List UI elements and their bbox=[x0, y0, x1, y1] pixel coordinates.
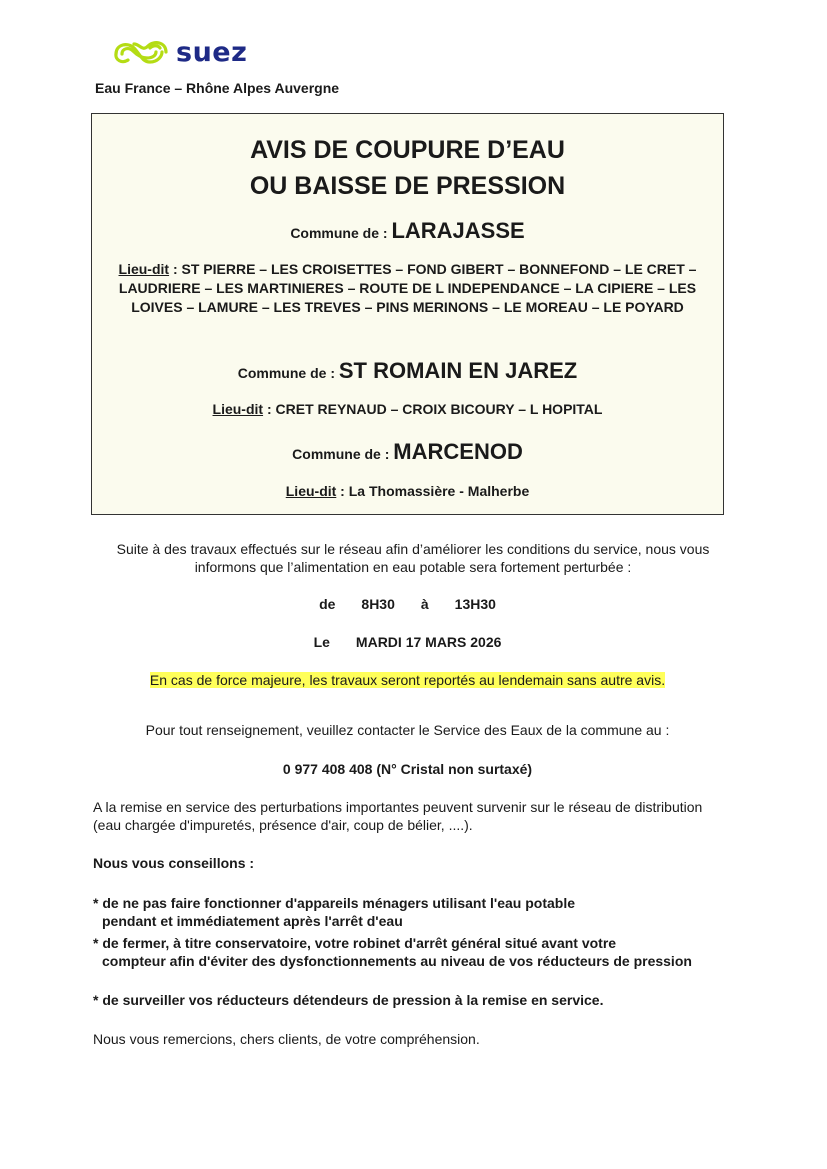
force-majeure-notice bbox=[91, 671, 724, 689]
advice-item bbox=[93, 991, 723, 1009]
commune-label: Commune de : bbox=[237, 365, 339, 381]
lieu-dit bbox=[92, 400, 723, 419]
commune-name: LARAJASSE bbox=[391, 218, 525, 243]
highlighted-text: En cas de force majeure, les travaux seront reportés au lendemain sans autre avis. bbox=[149, 672, 666, 688]
advice-heading: Nous vous conseillons : bbox=[93, 855, 255, 871]
lieu-dit-label: Lieu-dit bbox=[212, 401, 264, 417]
lieu-dit-text: : CRET REYNAUD – CROIX BICOURY – L HOPITAL bbox=[263, 401, 603, 417]
hours-from-label: de bbox=[319, 596, 336, 612]
commune-heading bbox=[92, 218, 723, 244]
commune-heading bbox=[92, 358, 723, 384]
lieu-dit-text: : La Thomassière - Malherbe bbox=[336, 483, 530, 499]
lieu-dit-text: : ST PIERRE – LES CROISETTES – FOND GIBERT – BONNEFOND – LE CRET –LAUDRIERE – LES MARTINIERES – ROUTE DE L INDEPENDANCE – LA CIPIERE – LES LOIVES – LAMURE – LES TREVES – PINS MERINONS – LE MOREAU – LE POYARD bbox=[118, 261, 697, 315]
logo-wordmark: suez bbox=[176, 37, 248, 68]
date-label: Le bbox=[313, 634, 330, 650]
notice-title-line1: AVIS DE COUPURE D’EAU bbox=[250, 136, 565, 164]
date-value: MARDI 17 MARS 2026 bbox=[355, 634, 502, 650]
commune-heading bbox=[92, 439, 723, 465]
hours-to-label: à bbox=[420, 596, 429, 612]
phone-number: 0 977 408 408 (N° Cristal non surtaxé) bbox=[282, 761, 533, 777]
advice-item-continuation: compteur afin d'éviter des dysfonctionnements au niveau de vos réducteurs de pression bbox=[102, 953, 692, 969]
region-label: Eau France – Rhône Alpes Auvergne bbox=[95, 80, 340, 96]
commune-label: Commune de : bbox=[290, 225, 392, 241]
intro-paragraph: Suite à des travaux effectués sur le réseau afin d’améliorer les conditions du service, nous vous informons que l’alimentation en eau potable sera fortement perturbée : bbox=[116, 541, 710, 575]
lieu-dit bbox=[92, 260, 723, 317]
commune-label: Commune de : bbox=[292, 446, 394, 462]
suez-swirl-icon bbox=[112, 38, 170, 68]
thanks-line: Nous vous remercions, chers clients, de votre compréhension. bbox=[93, 1031, 480, 1047]
hours-end: 13H30 bbox=[454, 596, 496, 612]
date-line bbox=[91, 633, 724, 651]
contact-line: Pour tout renseignement, veuillez contacter le Service des Eaux de la commune au : bbox=[145, 722, 670, 738]
hours-start: 8H30 bbox=[361, 596, 395, 612]
commune-name: ST ROMAIN EN JAREZ bbox=[338, 358, 578, 383]
hours-line bbox=[91, 595, 724, 613]
advice-item bbox=[93, 894, 723, 930]
advice-item-text: * de surveiller vos réducteurs détendeurs de pression à la remise en service. bbox=[93, 992, 604, 1008]
lieu-dit-label: Lieu-dit bbox=[285, 483, 337, 499]
lieu-dit bbox=[92, 482, 723, 501]
notice-title-line2: OU BAISSE DE PRESSION bbox=[249, 172, 566, 200]
commune-name: MARCENOD bbox=[393, 439, 523, 464]
notice-box bbox=[91, 113, 724, 515]
advice-item-text: * de ne pas faire fonctionner d'appareils ménagers utilisant l'eau potable bbox=[93, 895, 576, 911]
remise-paragraph: A la remise en service des perturbations importantes peuvent survenir sur le réseau de distribution (eau chargée d'impuretés, présence d'air, coup de bélier, ....). bbox=[93, 799, 703, 833]
advice-item-text: * de fermer, à titre conservatoire, votre robinet d'arrêt général situé avant votre bbox=[93, 935, 617, 951]
advice-item-continuation: pendant et immédiatement après l'arrêt d'eau bbox=[102, 913, 403, 929]
advice-item bbox=[93, 934, 723, 970]
suez-logo bbox=[112, 36, 247, 70]
lieu-dit-label: Lieu-dit bbox=[118, 261, 170, 277]
